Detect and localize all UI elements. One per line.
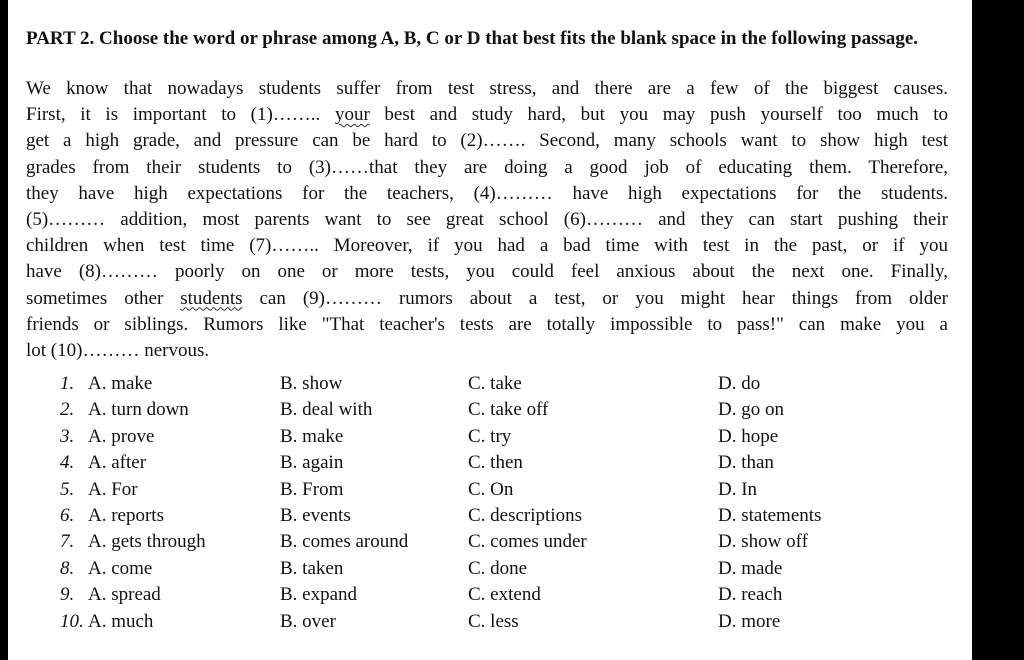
question-number: 10. — [60, 610, 84, 632]
passage-line — [26, 102, 948, 128]
passage-text: best and study hard, but you may push yourself too much to — [369, 104, 948, 126]
option-b: B. comes around — [280, 531, 409, 553]
document-page — [8, 0, 972, 660]
question-row — [8, 556, 972, 582]
spellcheck-underlined-word: students — [180, 287, 243, 309]
passage-text: can (9)……… rumors about a test, or you might hear things from older — [242, 287, 948, 309]
option-d: D. In — [718, 478, 758, 500]
option-c: C. try — [468, 425, 512, 447]
option-c: C. extend — [468, 584, 541, 606]
question-row — [8, 609, 972, 635]
option-b: B. expand — [280, 584, 358, 606]
option-a: A. reports — [88, 504, 164, 526]
passage-line — [26, 286, 948, 312]
option-a: A. much — [88, 610, 154, 632]
option-c: C. take — [468, 373, 522, 394]
option-d: D. reach — [718, 584, 783, 606]
question-row — [8, 424, 972, 450]
passage-line: they have high expectations for the teachers, (4)……… have high expectations for the students. — [26, 182, 948, 204]
option-a: A. come — [88, 557, 153, 579]
option-d: D. statements — [718, 504, 822, 526]
option-a: A. prove — [88, 425, 155, 447]
option-c: C. less — [468, 610, 519, 632]
passage-line: We know that nowadays students suffer from test stress, and there are a few of the biggest causes. — [26, 78, 948, 99]
passage-line: have (8)……… poorly on one or more tests, you could feel anxious about the next one. Finally, — [26, 261, 948, 283]
option-c: C. done — [468, 557, 528, 579]
option-d: D. show off — [718, 531, 808, 553]
question-row — [8, 503, 972, 529]
question-number: 1. — [60, 373, 75, 394]
option-a: A. make — [88, 373, 153, 394]
option-c: C. take off — [468, 399, 549, 421]
option-a: A. turn down — [88, 399, 189, 421]
option-d: D. made — [718, 557, 783, 579]
question-row — [8, 529, 972, 555]
reading-passage — [26, 76, 948, 364]
question-row — [8, 450, 972, 476]
passage-text: First, it is important to (1)…….. — [26, 104, 335, 126]
question-number: 5. — [60, 478, 75, 500]
passage-line: grades from their students to (3)……that they are doing a good job of educating them. Therefore, — [26, 156, 948, 178]
question-row — [8, 477, 972, 503]
question-number: 4. — [60, 452, 75, 474]
option-a: A. after — [88, 452, 147, 474]
spellcheck-underlined-word: your — [334, 104, 370, 126]
option-b: B. make — [280, 425, 344, 447]
option-b: B. again — [280, 452, 344, 474]
option-b: B. show — [280, 373, 343, 394]
option-d: D. than — [718, 452, 774, 474]
option-d: D. go on — [718, 399, 784, 421]
question-row — [8, 371, 972, 397]
option-d: D. more — [718, 610, 781, 632]
passage-line: lot (10)……… nervous. — [26, 340, 210, 362]
option-c: C. then — [468, 452, 523, 474]
answer-options-list — [8, 371, 972, 635]
question-number: 3. — [60, 425, 75, 447]
option-b: B. From — [280, 478, 344, 500]
question-row — [8, 397, 972, 423]
option-b: B. events — [280, 504, 351, 526]
passage-line: children when test time (7)…….. Moreover, if you had a bad time with test in the past, or if you — [26, 235, 948, 257]
question-number: 7. — [60, 531, 75, 553]
passage-line: friends or siblings. Rumors like "That teacher's tests are totally impossible to pass!" can make you a — [26, 313, 948, 335]
option-a: A. spread — [88, 584, 161, 606]
option-b: B. over — [280, 610, 336, 632]
option-a: A. gets through — [88, 531, 206, 553]
question-number: 6. — [60, 504, 75, 526]
section-title: PART 2. Choose the word or phrase among A, B, C or D that best fits the blank space in the following passage. — [26, 28, 919, 49]
passage-line: get a high grade, and pressure can be hard to (2)……. Second, many schools want to show high test — [26, 130, 948, 152]
option-a: A. For — [88, 478, 138, 500]
question-number: 2. — [60, 399, 75, 421]
passage-line: (5)……… addition, most parents want to see great school (6)……… and they can start pushing their — [26, 209, 948, 231]
question-row — [8, 582, 972, 608]
option-d: D. do — [718, 373, 761, 394]
option-c: C. On — [468, 478, 514, 500]
question-number: 9. — [60, 584, 75, 606]
option-b: B. deal with — [280, 399, 373, 421]
passage-text: sometimes other — [26, 287, 181, 309]
option-c: C. descriptions — [468, 504, 582, 526]
question-number: 8. — [60, 557, 75, 579]
option-d: D. hope — [718, 425, 779, 447]
option-b: B. taken — [280, 557, 344, 579]
option-c: C. comes under — [468, 531, 587, 553]
